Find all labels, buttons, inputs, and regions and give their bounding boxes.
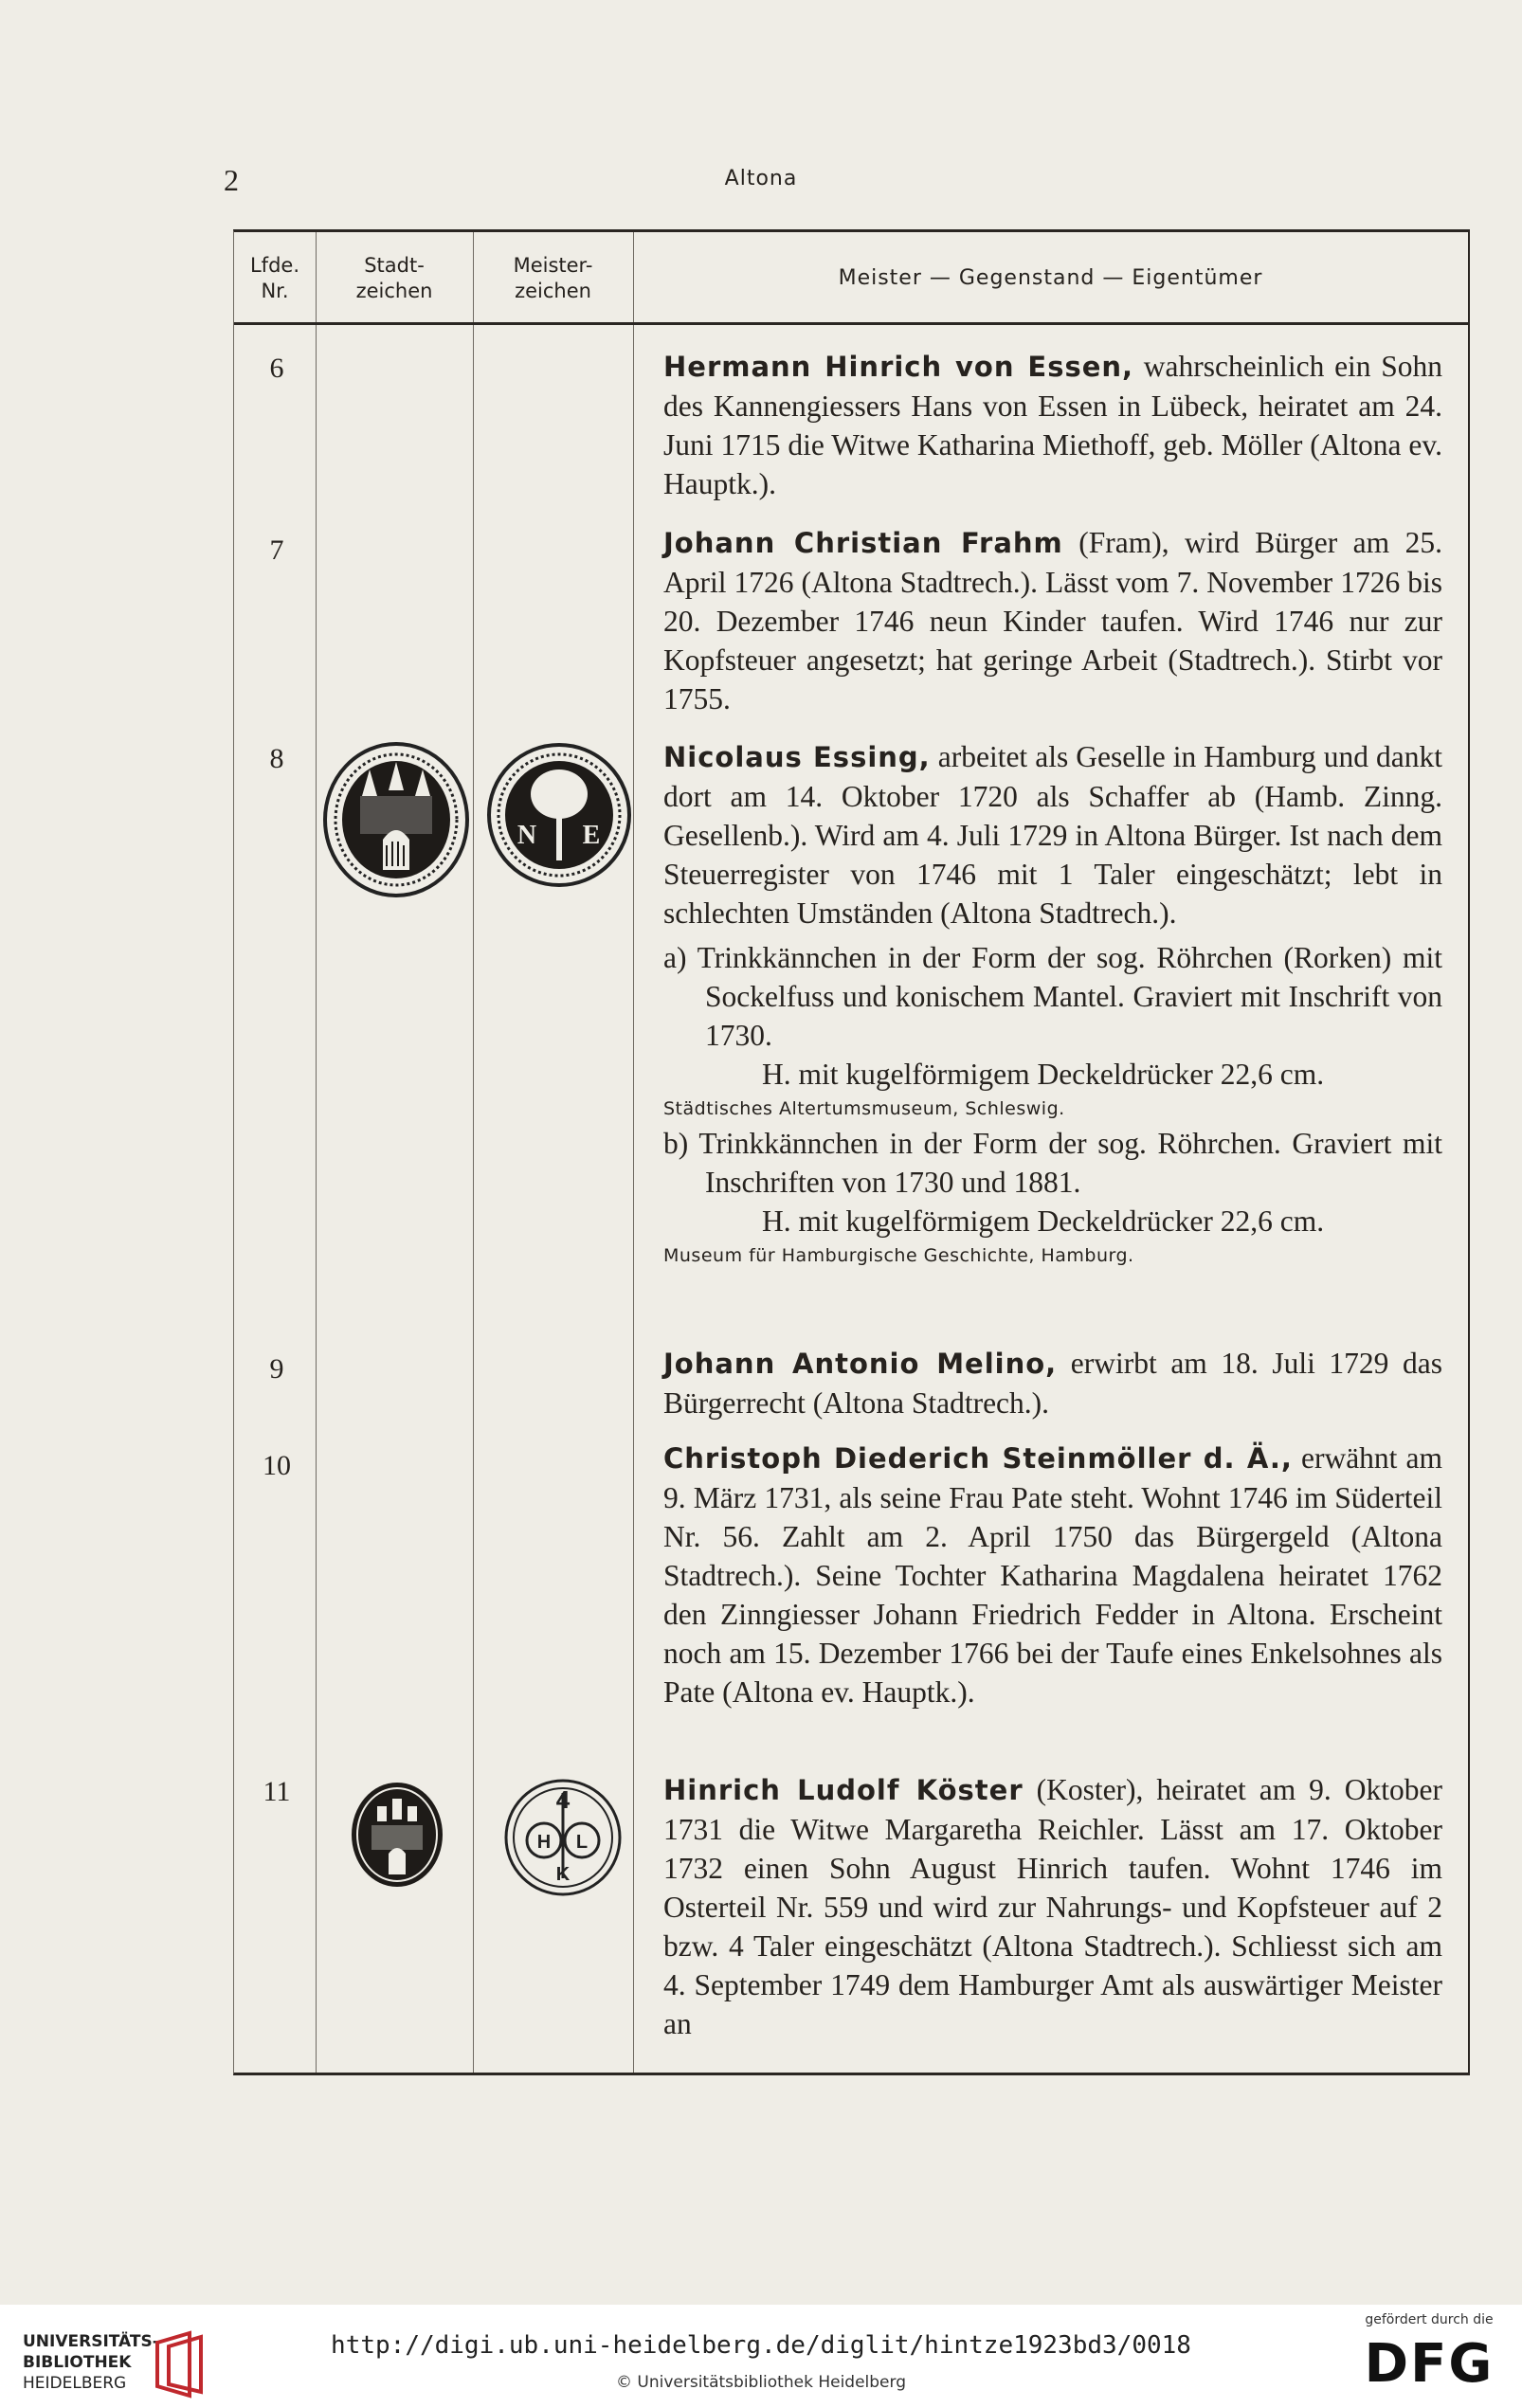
master-name: Hinrich Ludolf Köster (663, 1774, 1024, 1806)
mark-letter: H (536, 1832, 552, 1853)
entry-body: arbeitet als Geselle in Hamburg und dankt dort am 14. Oktober 1720 als Schaffer ab (Hamb. Zinng. Gesellenb.). Wird am 4. Juli 1729 in Altona Bürger. Ist nach dem Steuerregister von 1746 mit 1 Taler eingeschätzt; lebt in schlechten Umständen (Altona Stadtrech.). (663, 740, 1442, 930)
entry-text (663, 1439, 1442, 1711)
dfg-logo: DFG (1364, 2333, 1495, 2395)
funder-caption: gefördert durch die (1365, 2312, 1494, 2327)
header-rule (234, 322, 1468, 325)
col-header-main: Meister — Gegenstand — Eigentümer (838, 266, 1263, 290)
footer-bar (0, 2305, 1522, 2408)
entry-body: (Fram), wird Bürger am 25. April 1726 (Altona Stadtrech.). Lässt vom 7. November 1726 bis 20. Dezember 1746 neun Kinder taufen. Wird 1746 nur zur Kopfsteuer angesetzt; hat geringe Arbeit (Stadtrech.). Stirbt vor 1755. (663, 526, 1442, 715)
master-name: Johann Antonio Melino, (663, 1348, 1058, 1380)
entry-text (663, 1770, 1442, 2043)
item-collection: Museum für Hamburgische Geschichte, Hamburg. (663, 1245, 1134, 1266)
tree-mark-icon (485, 741, 633, 889)
entry-text (663, 1344, 1442, 1422)
entry-body: erwirbt am 18. Juli 1729 das Bürgerrecht (Altona Stadtrech.). (663, 1347, 1442, 1420)
master-name: Hermann Hinrich von Essen, (663, 351, 1134, 383)
master-name: Christoph Diederich Steinmöller d. Ä., (663, 1442, 1293, 1475)
item-a: a) Trinkkännchen in der Form der sog. Röhrchen (Rorken) mit Sockelfuss und konischem Mantel. Graviert mit Inschrift von 1730. (663, 941, 1442, 1052)
master-name: Johann Christian Frahm (663, 527, 1063, 559)
entry-number: 10 (263, 1450, 291, 1481)
entry-body: wahrscheinlich ein Sohn des Kannengiessers Hans von Essen in Lübeck, heiratet am 24. Juni 1715 die Witwe Katharina Miethoff, geb. Möller (Altona ev. Hauptk.). (663, 350, 1442, 500)
altona-city-mark-icon (322, 741, 470, 898)
library-logo-text: UNIVERSITÄTS- BIBLIOTHEK HEIDELBERG (23, 2332, 159, 2393)
entry-body: (Koster), heiratet am 9. Oktober 1731 die Witwe Margaretha Reichler. Lässt am 17. Oktober 1732 einen Sohn August Hinrich taufen. Wohnt 1746 im Osterteil Nr. 559 und wird zur Nahrungs- und Kopfsteuer auf 2 bzw. 4 Taler eingeschätzt (Altona Stadtrech.). Schliesst sich am 4. September 1749 dem Hamburger Amt als auswärtiger Meister an (663, 1773, 1442, 2040)
entry-text (663, 523, 1442, 718)
mark-letter: 4 (555, 1785, 571, 1814)
col-header-nr: Lfde. Nr. (249, 254, 300, 302)
entry-body: erwähnt am 9. März 1731, als seine Frau Pate steht. Wohnt 1746 im Süderteil Nr. 56. Zahlt am 2. April 1750 das Bürgergeld (Altona Stadtrech.). Seine Tochter Katharina Magdalena heiratet 1762 den Zinngiesser Johann Friedrich Fedder in Altona. Erscheint noch am 15. Dezember 1766 bei der Taufe eines Enkelsohnes als Pate (Altona ev. Hauptk.). (663, 1441, 1443, 1709)
item-b: b) Trinkkännchen in der Form der sog. Röhrchen. Graviert mit Inschriften von 1730 und 1881. (663, 1127, 1442, 1199)
col-header-stadtzeichen: Stadt- zeichen (355, 254, 433, 302)
master-name: Nicolaus Essing, (663, 741, 931, 773)
page-header (0, 163, 1522, 201)
entry-number: 7 (269, 534, 284, 566)
column-divider (633, 232, 634, 2073)
col-header-meisterzeichen: Meister- zeichen (513, 254, 593, 302)
mark-letter: E (582, 821, 601, 850)
column-divider (473, 232, 474, 2073)
four-mark-icon (502, 1774, 624, 1901)
item-collection: Städtisches Altertumsmuseum, Schleswig. (663, 1098, 1065, 1119)
page-number: 2 (224, 163, 239, 197)
entry-number: 11 (263, 1776, 291, 1807)
entry-text (663, 347, 1442, 503)
permalink-url[interactable]: http://digi.ub.uni-heidelberg.de/diglit/hintze1923bd3/0018 (331, 2331, 1191, 2360)
copyright-notice: © Universitätsbibliothek Heidelberg (615, 2373, 906, 2392)
item-measure: H. mit kugelförmigem Deckeldrücker 22,6 cm. (762, 1204, 1325, 1238)
entry-number: 9 (269, 1353, 284, 1385)
running-head: Altona (724, 167, 798, 190)
item-measure: H. mit kugelförmigem Deckeldrücker 22,6 cm. (762, 1058, 1325, 1091)
entry-number: 8 (269, 743, 284, 774)
entry-number: 6 (269, 353, 284, 384)
entry-text (663, 737, 1442, 1271)
mark-letter: L (575, 1832, 589, 1853)
altona-city-mark-small-icon (349, 1780, 445, 1890)
mark-letter: K (555, 1864, 571, 1885)
mark-letter: N (516, 821, 537, 850)
